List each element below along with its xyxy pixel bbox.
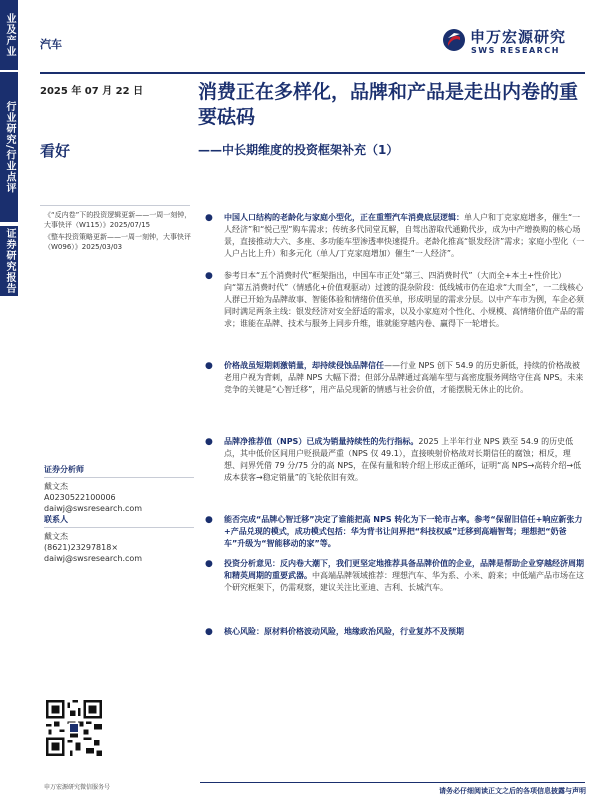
analyst-name: 戴文杰 [44, 482, 68, 491]
report-title: 消费正在多样化，品牌和产品是走出内卷的重要砝码 [198, 81, 579, 128]
industry-label: 汽车 [40, 38, 62, 51]
key-point-bold: 能否完成“品牌心智迁移”决定了谁能把高 NPS 转化为下一轮市占率。参考“保留旧信任+响应新张力+产品兑现的模式，成功模式包括：华为背书让问界把“科技权威”迁移到高端智驾；理想把“奶爸车”升级为“智能移动的家”等。 [224, 515, 583, 548]
key-point-text: 中高端品牌领域推荐：理想汽车、华为系、小米、蔚来；中低端产品市场在这个研究框架下，仍需观察，建议关注比亚迪、吉利、长城汽车。 [224, 571, 584, 592]
key-point [205, 270, 585, 330]
report-date: 2025 年 07 月 22 日 [40, 86, 144, 97]
key-point-bold: 品牌净推荐值（NPS）已成为销量持续性的先行指标。 [224, 437, 419, 446]
analyst-section-label: 证券分析师 [44, 465, 84, 474]
bullet-icon: ● [205, 271, 213, 281]
key-point-bold: 价格战虽短期刺激销量，却持续侵蚀品牌信任 [224, 361, 384, 370]
key-point-text: 2025 上半年行业 NPS 跌至 54.9 的历史低点，其中低价区间用户贬损最严重（NPS 仅 49.1），直接映射价格战对长期信任的腐蚀；相反，理想、问界凭借 79 分/75 分的高 NPS，在保有量和转介绍上形成正循环，证明“高 NPS→高转介绍→低成本获客→稳定销量”的飞轮依旧有效。 [224, 437, 582, 482]
related-report-item[interactable]: 《整车投资策略更新——一周一刻钟，大事快评（W096）》2025/03/03 [44, 233, 191, 251]
key-point [205, 558, 585, 594]
contact-email[interactable]: daiwj@swsresearch.com [44, 554, 143, 563]
left-divider [40, 205, 190, 206]
industry-rating: 看好 [40, 142, 71, 160]
key-point [205, 360, 585, 396]
key-point-text: 参考日本“五个消费时代”框架指出，中国车市正处“第三、四消费时代”（大而全+本土+性价比）向“第五消费时代”（情感化+价值观驱动）过渡的混杂阶段：低线城市仍在追求“大而全”，一二线核心人群已开始为品牌故事、智能体验和情绪价值买单，形成明显的需求分层。以中产车市为例，车企必须同时满足两条主线：银发经济对安全舒适的需求，以及小家庭对个性化、小规模、高情绪价值产品的需求；谁能在品牌、技术与服务上同步升维，谁就能穿越内卷、赢得下一轮增长。 [224, 271, 584, 328]
report-subtitle: ——中长期维度的投资框架补充（1） [198, 143, 399, 157]
key-point-text: ——行业 NPS 创下 54.9 的历史新低，持续的价格战被老用户视为背刺，品牌 NPS 大幅下滑；但部分品牌通过高端车型与高密度服务网络守住高 NPS。未来竞争的关键是“心智迁移”，用产品兑现新的情感与社会价值，才能摆脱无休止的比价。 [224, 361, 584, 394]
related-reports [44, 210, 194, 254]
footer-divider [200, 782, 585, 783]
key-point-bold: 投资分析意见：反内卷大潮下，我们更坚定地推荐具备品牌价值的企业，品牌是帮助企业穿越经济周期和精英周期的重要武器。 [224, 559, 584, 580]
related-report-item[interactable]: 《“反内卷”下的投资逻辑更新——一周一刻钟，大事快评（W115）》2025/07/15 [44, 211, 192, 229]
contact-name: 戴文杰 [44, 532, 68, 541]
key-point [205, 436, 585, 484]
header-divider [40, 72, 585, 74]
bullet-icon: ● [205, 559, 213, 569]
key-point [205, 626, 464, 638]
contact-section-label: 联系人 [44, 515, 68, 524]
analyst-email[interactable]: daiwj@swsresearch.com [44, 504, 143, 513]
company-logo [442, 24, 587, 64]
contact-divider [44, 527, 194, 528]
key-point [205, 212, 585, 260]
bullet-icon: ● [205, 361, 213, 371]
key-point [205, 514, 585, 550]
analyst-info [44, 464, 194, 564]
analyst-divider [44, 477, 194, 478]
logo-mark-icon [442, 28, 466, 52]
key-point-bold: 核心风险：原材料价格波动风险，地缘政治风险，行业复苏不及预期 [224, 627, 464, 636]
footer-disclaimer: 请务必仔细阅读正文之后的各项信息披露与声明 [439, 787, 586, 795]
bullet-icon: ● [205, 515, 213, 525]
logo-text-cn: 申万宏源研究 [470, 28, 567, 46]
bullet-icon: ● [205, 627, 213, 637]
logo-text-en: SWS RESEARCH [471, 46, 560, 55]
bullet-icon: ● [205, 213, 213, 223]
contact-phone: (8621)23297818× [44, 543, 119, 552]
sidebar-section-securities: 证券研究报告 [0, 226, 18, 296]
bullet-icon: ● [205, 437, 213, 447]
sidebar-section-industry: 业及产业 [0, 0, 18, 70]
qr-code-icon [46, 700, 102, 756]
sidebar-section-report-type: 行业研究/行业点评 [0, 72, 18, 222]
key-point-bold: 中国人口结构的老龄化与家庭小型化，正在重塑汽车消费底层逻辑： [224, 213, 464, 222]
left-sidebar [0, 0, 18, 800]
analyst-license: A0230522100006 [44, 493, 116, 502]
qr-caption: 申万宏源研究微信服务号 [44, 784, 111, 791]
key-point-text: 单人户和丁克家庭增多，催生“一人经济”和“悦己型”购车需求；传统多代同堂瓦解，自驾出游取代通勤代步，成为中产增换购的核心场景，直接推动大六、多座、多功能车型渗透率快速提升。老龄化推高“银发经济”需求；家庭小型化（一人户占比上升）和多元化（单人/丁克家庭增加）催生“一人经济”。 [224, 213, 585, 258]
